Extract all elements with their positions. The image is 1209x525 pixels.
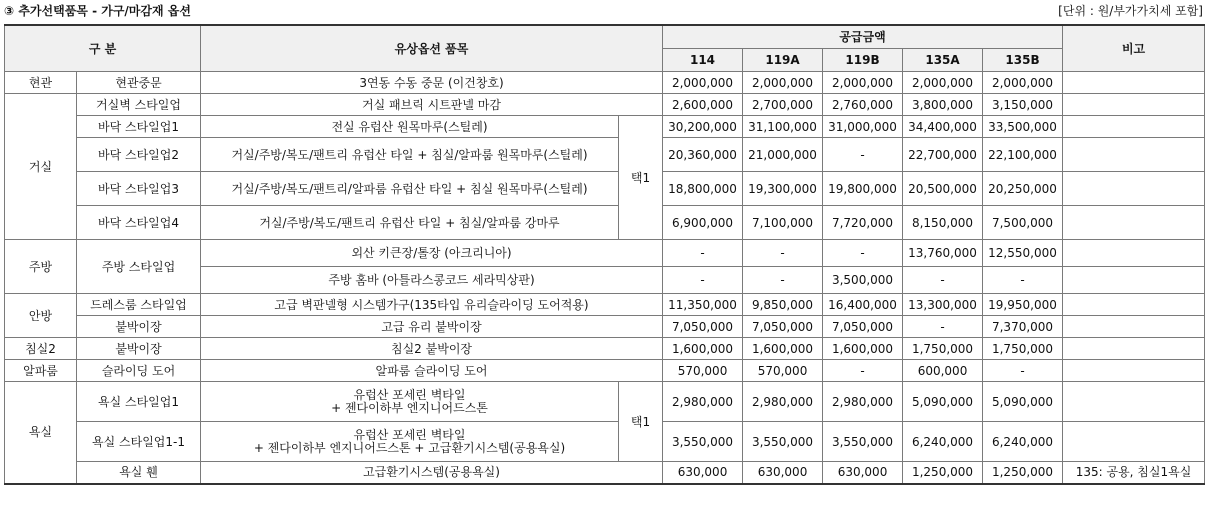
note-cell	[1063, 267, 1205, 294]
table-row	[5, 382, 1205, 422]
header-category: 구 분	[5, 25, 201, 72]
select-one-cell: 택1	[619, 116, 663, 240]
price-cell: 18,800,000	[663, 172, 743, 206]
price-cell: 22,100,000	[983, 138, 1063, 172]
price-cell: -	[903, 267, 983, 294]
price-cell: 12,550,000	[983, 240, 1063, 267]
price-cell: 2,980,000	[823, 382, 903, 422]
note-cell	[1063, 206, 1205, 240]
group-cell: 주방	[5, 240, 77, 294]
price-cell: 1,600,000	[743, 338, 823, 360]
price-cell: 20,250,000	[983, 172, 1063, 206]
sub-cell: 현관중문	[77, 72, 201, 94]
group-cell: 안방	[5, 294, 77, 338]
sub-cell: 붙박이장	[77, 316, 201, 338]
price-cell: 7,050,000	[743, 316, 823, 338]
note-cell	[1063, 94, 1205, 116]
header-price-group: 공급금액	[663, 25, 1063, 49]
price-cell: 2,980,000	[743, 382, 823, 422]
table-row	[5, 294, 1205, 316]
price-cell: 2,000,000	[663, 72, 743, 94]
header-note: 비고	[1063, 25, 1205, 72]
price-cell: 7,720,000	[823, 206, 903, 240]
price-cell: 630,000	[823, 462, 903, 484]
price-cell: 2,000,000	[983, 72, 1063, 94]
price-cell: 33,500,000	[983, 116, 1063, 138]
table-row	[5, 338, 1205, 360]
sub-cell: 욕실 스타일업1	[77, 382, 201, 422]
group-cell: 현관	[5, 72, 77, 94]
note-cell	[1063, 422, 1205, 462]
price-cell: 570,000	[743, 360, 823, 382]
item-cell	[201, 382, 619, 422]
table-row	[5, 72, 1205, 94]
note-cell	[1063, 116, 1205, 138]
header-type-114: 114	[663, 49, 743, 72]
price-cell: 1,600,000	[663, 338, 743, 360]
item-cell: 고급환기시스템(공용욕실)	[201, 462, 663, 484]
price-cell: 630,000	[663, 462, 743, 484]
sub-cell: 거실벽 스타일업	[77, 94, 201, 116]
price-cell: 20,360,000	[663, 138, 743, 172]
table-row	[5, 240, 1205, 267]
price-cell: 2,700,000	[743, 94, 823, 116]
note-cell: 135: 공용, 침실1욕실	[1063, 462, 1205, 484]
price-cell: -	[663, 267, 743, 294]
item-cell: 알파룸 슬라이딩 도어	[201, 360, 663, 382]
item-cell: 3연동 수동 중문 (이건창호)	[201, 72, 663, 94]
item-cell: 주방 홈바 (아틀라스콩코드 세라믹상판)	[201, 267, 663, 294]
price-cell: -	[663, 240, 743, 267]
price-cell: 16,400,000	[823, 294, 903, 316]
price-cell: -	[823, 360, 903, 382]
item-cell: 고급 벽판넬형 시스템가구(135타입 유리슬라이딩 도어적용)	[201, 294, 663, 316]
item-cell: 거실 패브릭 시트판넬 마감	[201, 94, 663, 116]
price-cell: 570,000	[663, 360, 743, 382]
price-cell: 7,050,000	[823, 316, 903, 338]
item-line: 유럽산 포세린 벽타일	[353, 387, 466, 402]
unit-note: [단위 : 원/부가가치세 포함]	[1058, 4, 1203, 18]
note-cell	[1063, 316, 1205, 338]
item-cell: 침실2 붙박이장	[201, 338, 663, 360]
sub-cell: 붙박이장	[77, 338, 201, 360]
price-cell: -	[743, 267, 823, 294]
price-cell: 19,300,000	[743, 172, 823, 206]
group-cell: 알파룸	[5, 360, 77, 382]
price-cell: 7,100,000	[743, 206, 823, 240]
price-cell: 34,400,000	[903, 116, 983, 138]
table-row	[5, 94, 1205, 116]
price-cell: 2,600,000	[663, 94, 743, 116]
price-cell: 21,000,000	[743, 138, 823, 172]
option-price-table	[4, 24, 1205, 485]
sub-cell: 욕실 스타일업1-1	[77, 422, 201, 462]
item-cell	[201, 422, 619, 462]
price-cell: 31,100,000	[743, 116, 823, 138]
header-type-135a: 135A	[903, 49, 983, 72]
price-cell: -	[823, 138, 903, 172]
header-type-135b: 135B	[983, 49, 1063, 72]
sub-cell: 슬라이딩 도어	[77, 360, 201, 382]
table-row	[5, 206, 1205, 240]
price-cell: 20,500,000	[903, 172, 983, 206]
note-cell	[1063, 382, 1205, 422]
table-row	[5, 316, 1205, 338]
price-cell: 3,550,000	[743, 422, 823, 462]
note-cell	[1063, 338, 1205, 360]
price-cell: 13,300,000	[903, 294, 983, 316]
price-cell: 1,750,000	[983, 338, 1063, 360]
price-cell: 2,980,000	[663, 382, 743, 422]
price-cell: 5,090,000	[983, 382, 1063, 422]
item-cell: 거실/주방/복도/팬트리 유럽산 타일 + 침실/알파룸 원목마루(스틸레)	[201, 138, 619, 172]
page-header	[0, 0, 1209, 20]
price-cell: 630,000	[743, 462, 823, 484]
price-cell: 8,150,000	[903, 206, 983, 240]
header-type-119a: 119A	[743, 49, 823, 72]
sub-cell: 주방 스타일업	[77, 240, 201, 294]
price-cell: 2,000,000	[743, 72, 823, 94]
sub-cell: 바닥 스타일업2	[77, 138, 201, 172]
price-cell: 30,200,000	[663, 116, 743, 138]
price-cell: 3,800,000	[903, 94, 983, 116]
note-cell	[1063, 138, 1205, 172]
price-cell: 9,850,000	[743, 294, 823, 316]
sub-cell: 바닥 스타일업3	[77, 172, 201, 206]
price-cell: 19,800,000	[823, 172, 903, 206]
price-cell: 1,600,000	[823, 338, 903, 360]
table-row	[5, 172, 1205, 206]
item-cell: 전실 유럽산 원목마루(스틸레)	[201, 116, 619, 138]
price-cell: 22,700,000	[903, 138, 983, 172]
header-type-119b: 119B	[823, 49, 903, 72]
price-cell: 31,000,000	[823, 116, 903, 138]
table-row	[5, 422, 1205, 462]
price-cell: 2,000,000	[823, 72, 903, 94]
price-cell: 7,500,000	[983, 206, 1063, 240]
group-cell: 침실2	[5, 338, 77, 360]
item-line: + 젠다이하부 엔지니어드스톤 + 고급환기시스템(공용욕실)	[253, 440, 566, 455]
price-cell: 6,900,000	[663, 206, 743, 240]
price-cell: 3,550,000	[663, 422, 743, 462]
price-cell: -	[983, 360, 1063, 382]
group-cell: 욕실	[5, 382, 77, 484]
item-cell: 외산 키큰장/톨장 (아크리니아)	[201, 240, 663, 267]
price-cell: 5,090,000	[903, 382, 983, 422]
item-line: + 젠다이하부 엔지니어드스톤	[331, 400, 488, 415]
table-row	[5, 462, 1205, 484]
note-cell	[1063, 172, 1205, 206]
price-cell: -	[903, 316, 983, 338]
table-row	[5, 116, 1205, 138]
price-cell: 6,240,000	[983, 422, 1063, 462]
price-cell: 1,750,000	[903, 338, 983, 360]
table-row	[5, 138, 1205, 172]
group-cell: 거실	[5, 94, 77, 240]
price-cell: 11,350,000	[663, 294, 743, 316]
sub-cell: 바닥 스타일업1	[77, 116, 201, 138]
select-one-cell: 택1	[619, 382, 663, 462]
price-cell: 3,500,000	[823, 267, 903, 294]
header-item: 유상옵션 품목	[201, 25, 663, 72]
price-cell: -	[983, 267, 1063, 294]
price-cell: 3,550,000	[823, 422, 903, 462]
note-cell	[1063, 360, 1205, 382]
sub-cell: 욕실 휀	[77, 462, 201, 484]
item-cell: 거실/주방/복도/팬트리/알파룸 유럽산 타일 + 침실 원목마루(스틸레)	[201, 172, 619, 206]
item-cell: 고급 유리 붙박이장	[201, 316, 663, 338]
price-cell: 6,240,000	[903, 422, 983, 462]
price-cell: 19,950,000	[983, 294, 1063, 316]
table-row	[5, 360, 1205, 382]
price-cell: 3,150,000	[983, 94, 1063, 116]
price-cell: 13,760,000	[903, 240, 983, 267]
note-cell	[1063, 72, 1205, 94]
section-title: ③ 추가선택품목 - 가구/마감재 옵션	[4, 4, 191, 18]
price-cell: 2,000,000	[903, 72, 983, 94]
price-cell: 1,250,000	[983, 462, 1063, 484]
sub-cell: 바닥 스타일업4	[77, 206, 201, 240]
price-cell: 7,370,000	[983, 316, 1063, 338]
sub-cell: 드레스룸 스타일업	[77, 294, 201, 316]
price-cell: -	[823, 240, 903, 267]
note-cell	[1063, 240, 1205, 267]
price-cell: -	[743, 240, 823, 267]
item-cell: 거실/주방/복도/팬트리 유럽산 타일 + 침실/알파룸 강마루	[201, 206, 619, 240]
price-cell: 2,760,000	[823, 94, 903, 116]
price-cell: 600,000	[903, 360, 983, 382]
item-line: 유럽산 포세린 벽타일	[353, 427, 466, 442]
note-cell	[1063, 294, 1205, 316]
price-cell: 1,250,000	[903, 462, 983, 484]
price-cell: 7,050,000	[663, 316, 743, 338]
